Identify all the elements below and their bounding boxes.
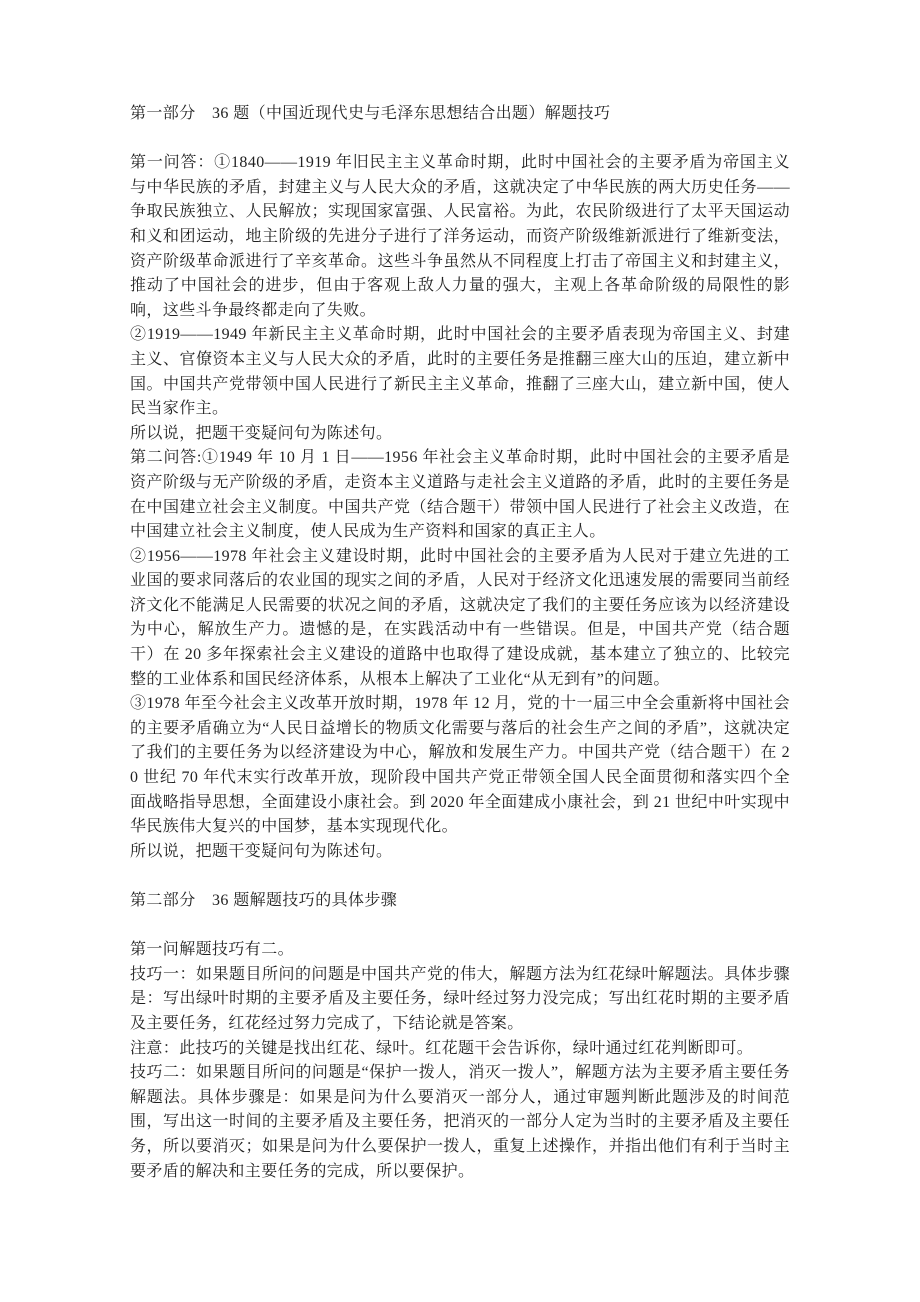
paragraph: ②1919——1949 年新民主主义革命时期，此时中国社会的主要矛盾表现为帝国主义、封建主义、官僚资本主义与人民大众的矛盾，此时的主要任务是推翻三座大山的压迫，建立新中国。中国共产党带领中国人民进行了新民主主义革命，推翻了三座大山，建立新中国，使人民当家作主。 <box>130 326 790 418</box>
paragraph: 第二问答:①1949 年 10 月 1 日——1956 年社会主义革命时期，此时中国社会的主要矛盾是资产阶级与无产阶级的矛盾，走资本主义道路与走社会主义道路的矛盾，此时的主要任务是在中国建立社会主义制度。中国共产党（结合题干）带领中国人民进行了社会主义改造，在中国建立社会主义制度，使人民成为生产资料和国家的真正主人。 <box>130 449 790 541</box>
paragraph: 技巧一：如果题目所问的问题是中国共产党的伟大，解题方法为红花绿叶解题法。具体步骤是：写出绿叶时期的主要矛盾及主要任务，绿叶经过努力没完成；写出红花时期的主要矛盾及主要任务，红花经过努力完成了，下结论就是答案。 <box>130 965 790 1032</box>
paragraph: 技巧二：如果题目所问的问题是“保护一拨人，消灭一拨人”，解题方法为主要矛盾主要任务解题法。具体步骤是：如果是问为什么要消灭一部分人，通过审题判断此题涉及的时间范围，写出这一时间的主要矛盾及主要任务，把消灭的一部分人定为当时的主要矛盾及主要任务，所以要消灭；如果是问为什么要保护一拨人，重复上述操作，并指出他们有利于当时主要矛盾的解决和主要任务的完成，所以要保护。 <box>130 1064 790 1180</box>
paragraph: 第一问答：①1840——1919 年旧民主主义革命时期，此时中国社会的主要矛盾为帝国主义与中华民族的矛盾，封建主义与人民大众的矛盾，这就决定了中华民族的两大历史任务——争取民族独立、人民解放；实现国家富强、人民富裕。为此，农民阶级进行了太平天国运动和义和团运动，地主阶级的先进分子进行了洋务运动，而资产阶级维新派进行了维新变法，资产阶级革命派进行了辛亥革命。这些斗争虽然从不同程度上打击了帝国主义和封建主义，推动了中国社会的进步，但由于客观上敌人力量的强大，主观上各革命阶级的局限性的影响，这些斗争最终都走向了失败。 <box>130 154 790 319</box>
paragraph: ③1978 年至今社会主义改革开放时期，1978 年 12 月，党的十一届三中全会重新将中国社会的主要矛盾确立为“人民日益增长的物质文化需要与落后的社会生产之间的矛盾”，这就决定了我们的主要任务为以经济建设为中心，解放和发展生产力。中国共产党（结合题干）在 20 世纪 70 年代末实行改革开放，现阶段中国共产党正带领全国人民全面贯彻和落实四个全面战略指导思想，全面建设小康社会。到 2020 年全面建成小康社会，到 21 世纪中叶实现中华民族伟大复兴的中国梦，基本实现现代化。 <box>130 695 790 836</box>
section-2-heading: 第二部分 36 题解题技巧的具体步骤 <box>130 892 398 909</box>
section-1-heading: 第一部分 36 题（中国近现代史与毛泽东思想结合出题）解题技巧 <box>130 105 611 122</box>
paragraph: 所以说，把题干变疑问句为陈述句。 <box>130 424 393 442</box>
paragraph: 所以说，把题干变疑问句为陈述句。 <box>130 842 393 860</box>
paragraph: ②1956——1978 年社会主义建设时期，此时中国社会的主要矛盾为人民对于建立先进的工业国的要求同落后的农业国的现实之间的矛盾，人民对于经济文化迅速发展的需要同当前经济文化不能满足人民需要的状况之间的矛盾，这就决定了我们的主要任务应该为以经济建设为中心，解放生产力。遗憾的是，在实践活动中有一些错误。但是，中国共产党（结合题干）在 20 多年探索社会主义建设的道路中也取得了建设成就，基本建立了独立的、比较完整的工业体系和国民经济体系，从根本上解决了工业化“从无到有”的问题。 <box>130 547 790 688</box>
paragraph: 第一问解题技巧有二。 <box>130 941 295 959</box>
paragraph: 注意：此技巧的关键是找出红花、绿叶。红花题干会告诉你，绿叶通过红花判断即可。 <box>130 1039 754 1057</box>
